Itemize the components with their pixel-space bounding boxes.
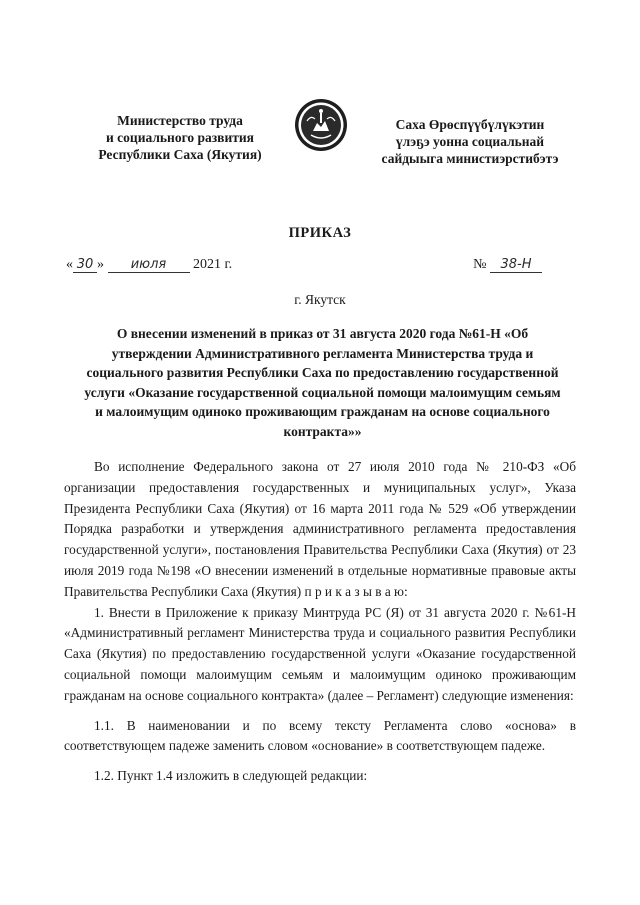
ministry-name-yakut [360,116,580,167]
number-value: 38-Н [490,258,542,273]
order-subject: О внесении изменений в приказ от 31 августа 2020 года №61-Н «Об утверждении Административного регламента Министерства труда и социального развития Республики Саха по предоставлению государственной услуги «Оказание государственной социальной помощи малоимущим семьям и малоимущим одиноко проживающим гражданам на основе социального контракта»» [84,326,561,439]
paragraph: 1.1. В наименовании и по всему тексту Регламента слово «основа» в соответствующем падеже заменить словом «основание» в соответствующем падеже. [64,717,576,754]
document-title: ПРИКАЗ [288,225,352,241]
ministry-name-line: Министерство труда [117,113,243,128]
date-day: 30 [73,258,97,273]
paragraph: 1. Внести в Приложение к приказу Минтруда РС (Я) от 31 августа 2020 г. №61-Н «Административный регламент Министерства труда и социального развития Республики Саха (Якутия) по предоставлению государственной услуги «Оказание государственной социальной помощи малоимущим семьям и малоимущим одиноко проживающим гражданам на основе социального контракта» (далее – Регламент) следующие изменения: [64,604,576,703]
ministry-name-line: үлэҕэ уонна социальнай [395,134,545,149]
order-body [64,457,576,787]
city: г. Якутск [294,292,346,307]
date-month: июля [108,258,190,273]
number-label: № [473,257,487,272]
ministry-name-line: и социального развития [106,130,254,145]
paragraph: Во исполнение Федерального закона от 27 июля 2010 года № 210-ФЗ «Об организации предоставления государственных и муниципальных услуг», Указа Президента Республики Саха (Якутия) от 16 марта 2011 года № 529 «Об утверждении Порядка разработки и утверждения административного регламента предоставления государственной услуги», постановления Правительства Республики Саха (Якутия) от 23 июля 2019 года №198 «О внесении изменений в отдельные нормативные правовые акты Правительства Республики Саха (Якутия) п р и к а з ы в а ю: [64,459,576,599]
paragraph: 1.2. Пункт 1.4 изложить в следующей редакции: [94,768,368,784]
quote-open: « [66,257,73,272]
order-date [66,257,232,273]
quote-close: » [97,257,104,272]
ministry-name-line: сайдыыга министиэрстибэтэ [381,151,559,166]
ministry-name-russian [80,112,280,163]
order-number [473,257,542,273]
date-year: 2021 г. [193,257,233,272]
ministry-name-line: Республики Саха (Якутия) [98,147,262,162]
ministry-name-line: Саха Өрөспүүбүлүкэтин [395,117,545,132]
coat-of-arms-icon [293,97,349,153]
